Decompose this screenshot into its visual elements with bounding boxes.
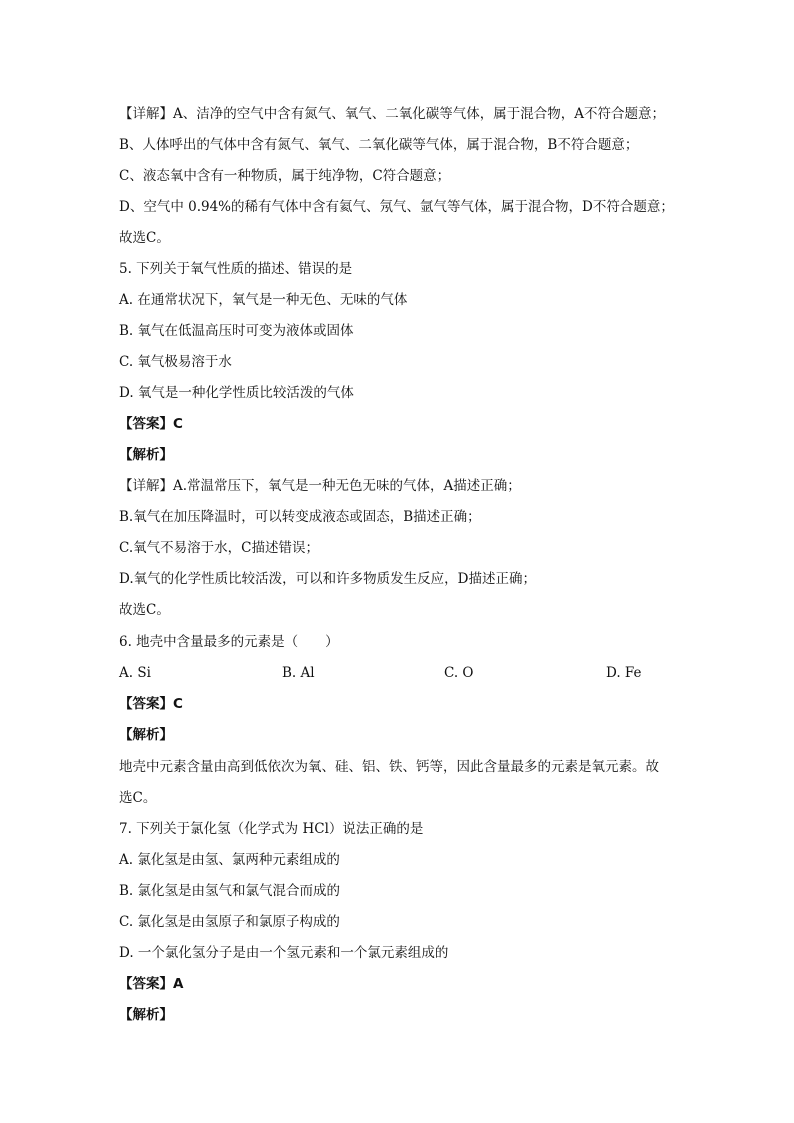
detail-line-a: 【详解】A、洁净的空气中含有氮气、氧气、二氧化碳等气体，属于混合物，A不符合题意； <box>119 106 665 122</box>
question-5: 5. 下列关于氧气性质的描述、错误的是 <box>119 261 353 277</box>
q5-option-b: B. 氧气在低温高压时可变为液体或固体 <box>119 323 354 339</box>
detail-line-d: D、空气中 0.94%的稀有气体中含有氦气、氖气、氩气等气体，属于混合物，D不符合题意； <box>119 199 674 215</box>
q6-option-d: D. Fe <box>606 665 642 681</box>
question-6: 6. 地壳中含量最多的元素是（ ） <box>119 634 339 650</box>
q5-option-a: A. 在通常状况下，氧气是一种无色、无味的气体 <box>119 292 408 308</box>
q6-option-b: B. Al <box>282 665 315 681</box>
q5-analysis-heading: 【解析】 <box>119 447 173 463</box>
q5-detail-c: C.氧气不易溶于水，C描述错误； <box>119 540 319 556</box>
q5-option-c: C. 氧气极易溶于水 <box>119 354 232 370</box>
q5-answer: 【答案】C <box>119 416 183 432</box>
q7-option-c: C. 氯化氢是由氢原子和氯原子构成的 <box>119 914 340 930</box>
q5-option-d: D. 氧气是一种化学性质比较活泼的气体 <box>119 385 354 401</box>
detail-line-b: B、人体呼出的气体中含有氮气、氧气、二氧化碳等气体，属于混合物，B不符合题意； <box>119 137 639 153</box>
q7-option-d: D. 一个氯化氢分子是由一个氢元素和一个氯元素组成的 <box>119 945 449 961</box>
q7-option-a: A. 氯化氢是由氢、氯两种元素组成的 <box>119 852 340 868</box>
question-7: 7. 下列关于氯化氢（化学式为 HCl）说法正确的是 <box>119 821 424 837</box>
q6-analysis-heading: 【解析】 <box>119 727 173 743</box>
q5-conclusion: 故选C。 <box>119 602 170 618</box>
q6-option-c: C. O <box>444 665 474 681</box>
q6-analysis-line-2: 选C。 <box>119 790 157 806</box>
q5-detail-a: 【详解】A.常温常压下，氧气是一种无色无味的气体，A描述正确； <box>119 478 521 494</box>
q5-detail-d: D.氧气的化学性质比较活泼，可以和许多物质发生反应，D描述正确； <box>119 571 536 587</box>
q6-option-a: A. Si <box>119 665 151 681</box>
conclusion-line: 故选C。 <box>119 230 170 246</box>
q7-analysis-heading: 【解析】 <box>119 1007 173 1023</box>
detail-line-c: C、液态氧中含有一种物质，属于纯净物，C符合题意； <box>119 168 451 184</box>
q6-analysis-line-1: 地壳中元素含量由高到低依次为氧、硅、铝、铁、钙等，因此含量最多的元素是氧元素。故 <box>119 759 659 775</box>
q7-answer: 【答案】A <box>119 976 184 992</box>
q7-option-b: B. 氯化氢是由氢气和氯气混合而成的 <box>119 883 341 899</box>
q5-detail-b: B.氧气在加压降温时，可以转变成液态或固态，B描述正确； <box>119 509 481 525</box>
q6-answer: 【答案】C <box>119 696 183 712</box>
